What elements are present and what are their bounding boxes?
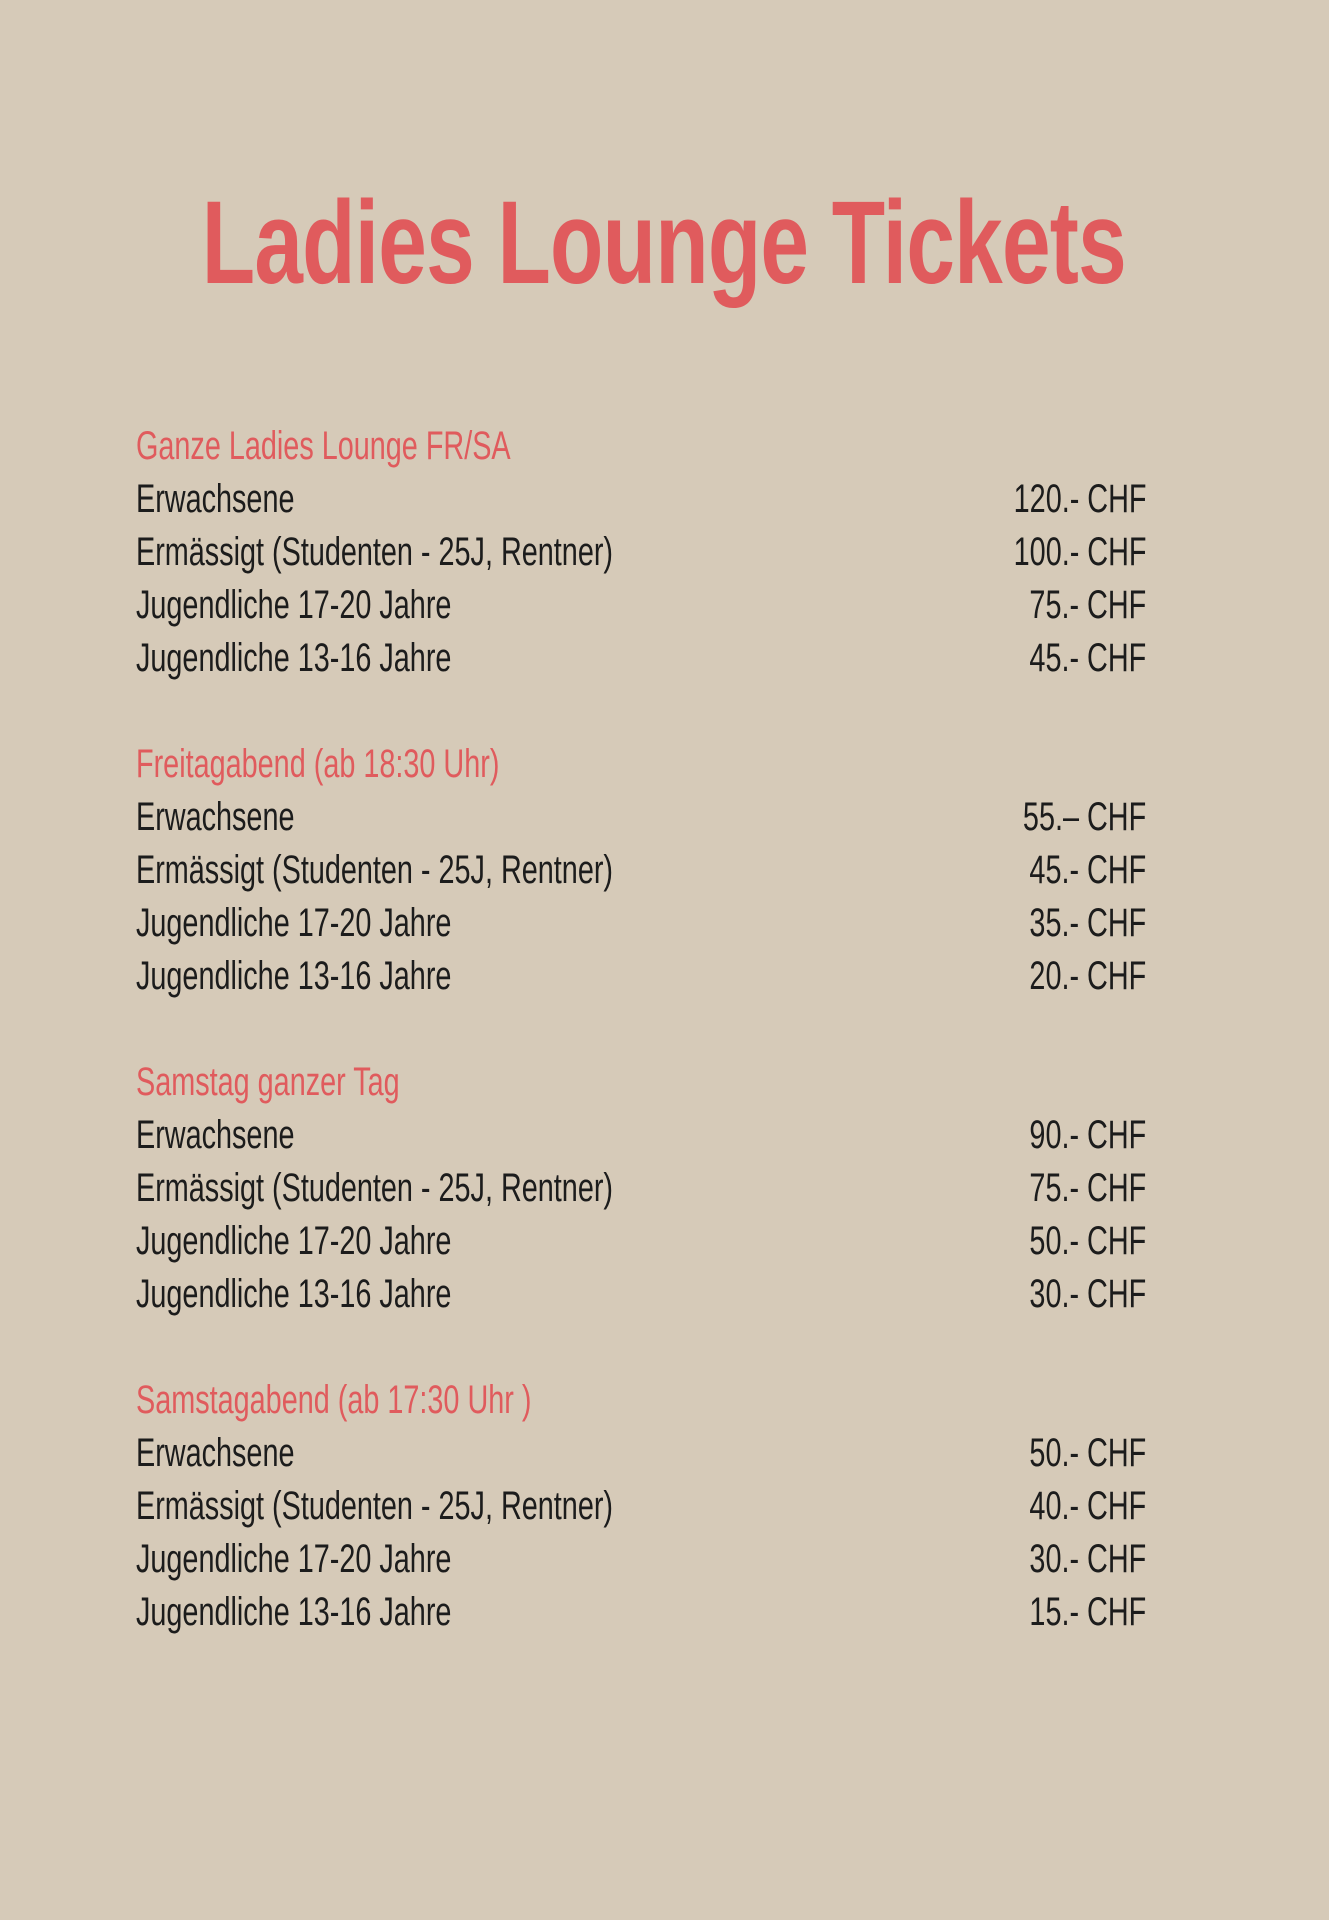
price-row	[136, 1427, 1146, 1480]
ticket-price: 90.- CHF	[1029, 1113, 1146, 1157]
ticket-category: Ermässigt (Studenten - 25J, Rentner)	[136, 1166, 614, 1210]
price-row	[136, 1586, 1146, 1639]
ticket-price: 45.- CHF	[1029, 848, 1146, 892]
ticket-price: 45.- CHF	[1029, 636, 1146, 680]
ticket-price: 30.- CHF	[1029, 1272, 1146, 1316]
section-heading: Freitagabend (ab 18:30 Uhr)	[136, 742, 500, 786]
ticket-price: 75.- CHF	[1029, 583, 1146, 627]
ticket-price: 50.- CHF	[1029, 1219, 1146, 1263]
section-heading: Ganze Ladies Lounge FR/SA	[136, 424, 511, 468]
ticket-price: 30.- CHF	[1029, 1537, 1146, 1581]
price-row	[136, 632, 1146, 685]
price-row	[136, 1162, 1146, 1215]
section-heading: Samstagabend (ab 17:30 Uhr )	[136, 1378, 532, 1422]
ticket-category: Jugendliche 13-16 Jahre	[136, 636, 452, 680]
ticket-category: Jugendliche 17-20 Jahre	[136, 583, 452, 627]
price-row	[136, 473, 1146, 526]
ticket-price: 75.- CHF	[1029, 1166, 1146, 1210]
price-section-full-lounge	[136, 420, 1146, 685]
price-row	[136, 1268, 1146, 1321]
ticket-price: 100.- CHF	[1013, 530, 1146, 574]
ticket-category: Erwachsene	[136, 477, 295, 521]
ticket-price: 35.- CHF	[1029, 901, 1146, 945]
ticket-price: 40.- CHF	[1029, 1484, 1146, 1528]
price-section-saturday-evening	[136, 1374, 1146, 1639]
price-row	[136, 1533, 1146, 1586]
price-row	[136, 1109, 1146, 1162]
ticket-price: 50.- CHF	[1029, 1431, 1146, 1475]
price-list	[136, 420, 1146, 1692]
price-row	[136, 526, 1146, 579]
section-heading: Samstag ganzer Tag	[136, 1060, 400, 1104]
ticket-price: 15.- CHF	[1029, 1590, 1146, 1634]
price-section-saturday-full-day	[136, 1056, 1146, 1321]
price-row	[136, 950, 1146, 1003]
ticket-category: Jugendliche 13-16 Jahre	[136, 954, 452, 998]
price-row	[136, 897, 1146, 950]
page-title: Ladies Lounge Tickets	[201, 177, 1126, 309]
ticket-category: Jugendliche 17-20 Jahre	[136, 901, 452, 945]
ticket-price: 20.- CHF	[1029, 954, 1146, 998]
ticket-price: 55.– CHF	[1022, 795, 1146, 839]
ticket-category: Erwachsene	[136, 795, 295, 839]
ticket-category: Ermässigt (Studenten - 25J, Rentner)	[136, 1484, 614, 1528]
ticket-category: Jugendliche 17-20 Jahre	[136, 1537, 452, 1581]
price-row	[136, 1215, 1146, 1268]
ticket-category: Erwachsene	[136, 1113, 295, 1157]
ticket-category: Jugendliche 13-16 Jahre	[136, 1590, 452, 1634]
ticket-category: Jugendliche 17-20 Jahre	[136, 1219, 452, 1263]
ticket-category: Ermässigt (Studenten - 25J, Rentner)	[136, 530, 614, 574]
price-row	[136, 579, 1146, 632]
ticket-category: Erwachsene	[136, 1431, 295, 1475]
ticket-price: 120.- CHF	[1013, 477, 1146, 521]
price-row	[136, 1480, 1146, 1533]
ticket-category: Ermässigt (Studenten - 25J, Rentner)	[136, 848, 614, 892]
ticket-category: Jugendliche 13-16 Jahre	[136, 1272, 452, 1316]
price-row	[136, 791, 1146, 844]
price-row	[136, 844, 1146, 897]
price-section-friday-evening	[136, 738, 1146, 1003]
